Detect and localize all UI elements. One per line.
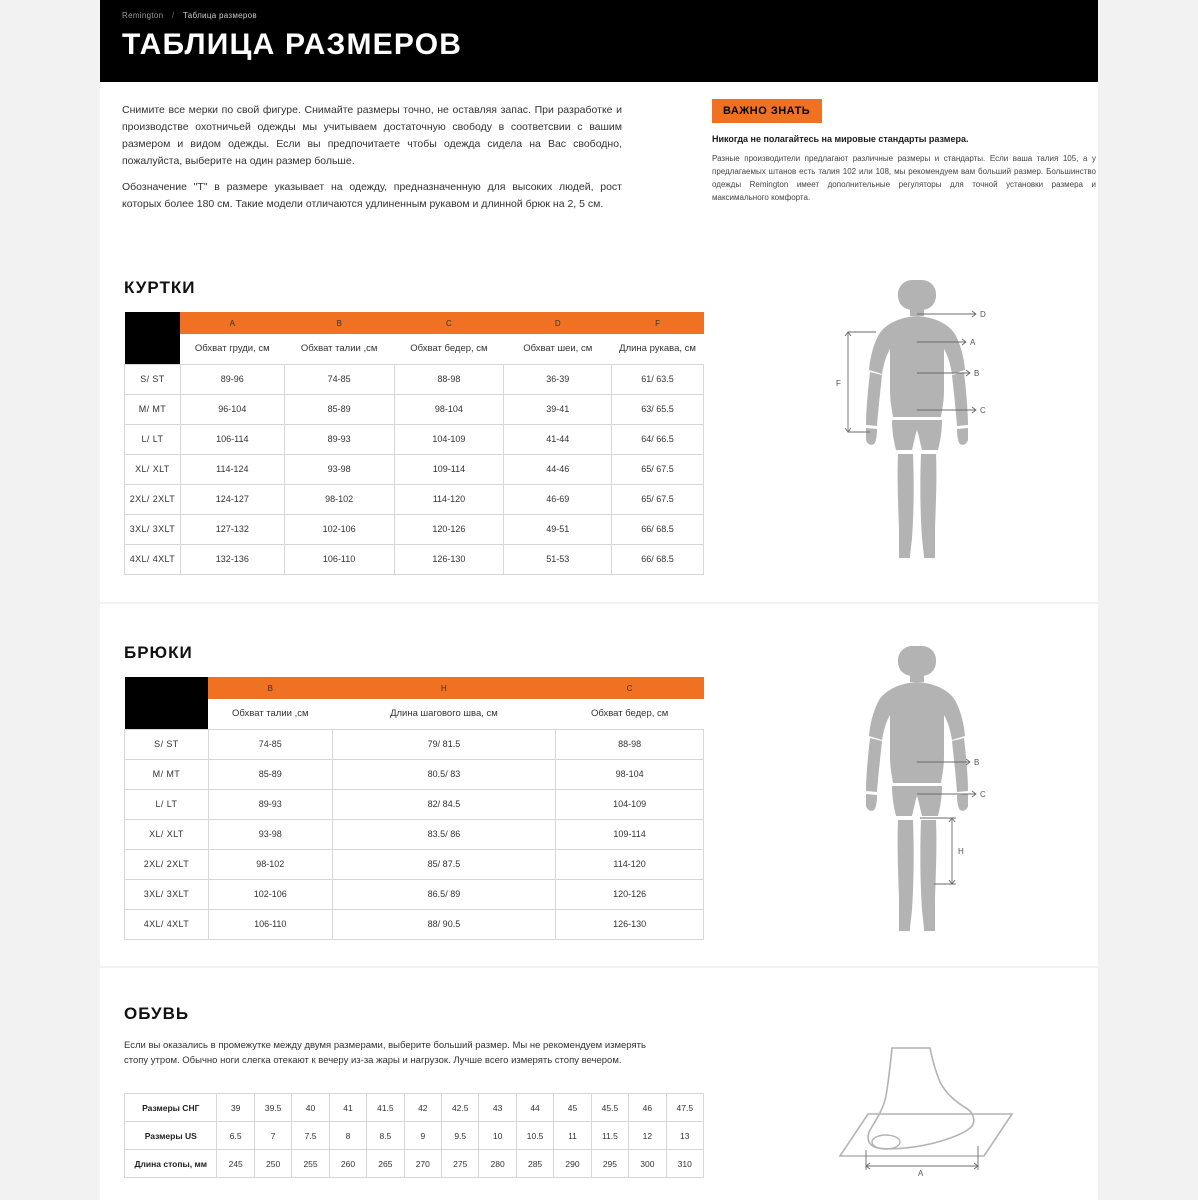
jackets-cell: 106-114: [180, 424, 284, 454]
pants-cell: 80.5/ 83: [332, 759, 556, 789]
shoes-cell: 260: [329, 1150, 366, 1178]
shoes-cell: 8: [329, 1122, 366, 1150]
jackets-label-chest: Обхват груди, см: [180, 334, 284, 364]
figure-label-b: B: [974, 369, 980, 378]
shoes-cell: 245: [217, 1150, 254, 1178]
jackets-size: 3XL/ 3XLT: [125, 514, 181, 544]
jackets-letter-f: F: [612, 312, 704, 334]
figure-label-a: A: [918, 1169, 924, 1178]
foot-silhouette: [840, 1048, 1012, 1156]
table-row: [125, 1122, 704, 1150]
pants-cell: 88/ 90.5: [332, 909, 556, 939]
breadcrumb: [122, 11, 257, 20]
measurement-lines: [866, 1146, 978, 1170]
pants-letter-row: [125, 677, 704, 699]
jackets-cell: 74-85: [284, 364, 394, 394]
intro-paragraph-2: Обозначение "T" в размере указывает на одежду, предназначенную для высоких людей, рост которых более 180 см. Такие модели отличаются удлиненным рукавом и длинной брюк на 2, 5 см.: [122, 181, 622, 210]
pants-cell: 104-109: [556, 789, 704, 819]
pants-size: 2XL/ 2XLT: [125, 849, 209, 879]
table-row: [125, 424, 704, 454]
jackets-label-neck: Обхват шеи, см: [504, 334, 612, 364]
jackets-letter-a: A: [180, 312, 284, 334]
shoes-cell: 10.5: [516, 1122, 553, 1150]
pants-cell: 106-110: [208, 909, 332, 939]
important-badge: ВАЖНО ЗНАТЬ: [712, 99, 822, 123]
jackets-cell: 114-124: [180, 454, 284, 484]
jackets-cell: 126-130: [394, 544, 504, 574]
breadcrumb-root[interactable]: Remington: [122, 11, 164, 20]
figure-label-c: C: [980, 406, 986, 415]
jackets-letter-d: D: [504, 312, 612, 334]
pants-cell: 89-93: [208, 789, 332, 819]
shoes-cell: 295: [591, 1150, 628, 1178]
shoes-cell: 11.5: [591, 1122, 628, 1150]
jackets-cell: 96-104: [180, 394, 284, 424]
jackets-letter-row: [125, 312, 704, 334]
pants-cell: 114-120: [556, 849, 704, 879]
table-row: [125, 454, 704, 484]
figure-label-b: B: [974, 758, 980, 767]
pants-cell: 88-98: [556, 729, 704, 759]
pants-title: БРЮКИ: [124, 643, 193, 662]
jackets-cell: 44-46: [504, 454, 612, 484]
jackets-cell: 64/ 66.5: [612, 424, 704, 454]
shoes-cell: 300: [629, 1150, 666, 1178]
table-row: [125, 729, 704, 759]
shoes-cell: 6.5: [217, 1122, 254, 1150]
jackets-cell: 65/ 67.5: [612, 454, 704, 484]
important-body: Разные производители предлагают различные размеры и стандарты. Если ваша талия 105, а у предлагаемых штанов есть талия 102 или 108, мы рекомендуем вам больший размер. Большинство одежды Remington имеет дополнительные регуляторы для точной установки размера и максимального комфорта.: [712, 154, 1096, 202]
pants-size: 3XL/ 3XLT: [125, 879, 209, 909]
shoes-cell: 265: [367, 1150, 404, 1178]
pants-label-hips: Обхват бедер, см: [556, 699, 704, 729]
shoes-cell: 9: [404, 1122, 441, 1150]
jackets-letter-c: C: [394, 312, 504, 334]
pants-cell: 86.5/ 89: [332, 879, 556, 909]
pants-cell: 85/ 87.5: [332, 849, 556, 879]
jackets-label-sleeve: Длина рукава, см: [612, 334, 704, 364]
jackets-cell: 61/ 63.5: [612, 364, 704, 394]
intro-paragraph-1: Снимите все мерки по свой фигуре. Снимайте размеры точно, не оставляя запас. При разработке и производстве охотничьей одежды мы учитываем достаточную свободу в соответсвии с вашим размером и видом одежды. Если вы предпочитаете чтобы одежда сидела на Вас свободно, пожалуйста, выберите на один размер больше.: [122, 104, 622, 167]
pants-cell: 85-89: [208, 759, 332, 789]
jackets-size: XL/ XLT: [125, 454, 181, 484]
jackets-cell: 49-51: [504, 514, 612, 544]
jackets-cell: 98-104: [394, 394, 504, 424]
shoes-cell: 11: [554, 1122, 591, 1150]
table-row: [125, 364, 704, 394]
pants-table: [124, 677, 704, 940]
important-subtitle: Никогда не полагайтесь на мировые стандарты размера.: [712, 134, 969, 144]
figure-label-d: D: [980, 310, 986, 319]
jackets-cell: 65/ 67.5: [612, 484, 704, 514]
pants-label-inseam: Длина шагового шва, см: [332, 699, 556, 729]
table-row: [125, 394, 704, 424]
pants-measurement-figure: [800, 636, 1050, 946]
shoes-cell: 39.5: [254, 1094, 291, 1122]
figure-label-f: F: [836, 379, 841, 388]
jackets-cell: 106-110: [284, 544, 394, 574]
shoes-row-label: Длина стопы, мм: [125, 1150, 217, 1178]
table-row: [125, 759, 704, 789]
jackets-letter-b: B: [284, 312, 394, 334]
pants-cell: 98-102: [208, 849, 332, 879]
jackets-cell: 36-39: [504, 364, 612, 394]
pants-size: M/ MT: [125, 759, 209, 789]
shoes-table: [124, 1093, 704, 1178]
shoes-note: Если вы оказались в промежутке между двумя размерами, выберите больший размер. Мы не рекомендуем измерять стопу утром. Обычно ноги слегка отекают к вечеру из-за жары и нагрузок. Лучше всего измерять стопу вечером.: [124, 1040, 646, 1066]
pants-cell: 126-130: [556, 909, 704, 939]
pants-size: 4XL/ 4XLT: [125, 909, 209, 939]
shoes-cell: 275: [442, 1150, 479, 1178]
jackets-label-hips: Обхват бедер, см: [394, 334, 504, 364]
table-row: [125, 484, 704, 514]
jackets-cell: 88-98: [394, 364, 504, 394]
jackets-size: M/ MT: [125, 394, 181, 424]
pants-letter-c: C: [556, 677, 704, 699]
shoes-row-label: Размеры СНГ: [125, 1094, 217, 1122]
shoes-cell: 8.5: [367, 1122, 404, 1150]
table-row: [125, 789, 704, 819]
intro-text: [122, 102, 622, 213]
table-row: [125, 879, 704, 909]
jackets-title: КУРТКИ: [124, 278, 196, 297]
jackets-cell: 104-109: [394, 424, 504, 454]
pants-size: S/ ST: [125, 729, 209, 759]
jackets-cell: 89-96: [180, 364, 284, 394]
jackets-size: S/ ST: [125, 364, 181, 394]
shoes-cell: 290: [554, 1150, 591, 1178]
pants-size: XL/ XLT: [125, 819, 209, 849]
shoes-cell: 42.5: [442, 1094, 479, 1122]
pants-cell: 79/ 81.5: [332, 729, 556, 759]
figure-letter-labels: [918, 1169, 924, 1178]
shoes-cell: 7: [254, 1122, 291, 1150]
pants-label-waist: Обхват талии ,см: [208, 699, 332, 729]
jackets-letter-corner: [125, 312, 181, 334]
pants-cell: 93-98: [208, 819, 332, 849]
shoes-cell: 42: [404, 1094, 441, 1122]
shoes-cell: 45.5: [591, 1094, 628, 1122]
foot-measurement-figure: [800, 1038, 1050, 1178]
table-row: [125, 1150, 704, 1178]
shoes-cell: 10: [479, 1122, 516, 1150]
jackets-cell: 132-136: [180, 544, 284, 574]
pants-cell: 120-126: [556, 879, 704, 909]
pants-cell: 109-114: [556, 819, 704, 849]
intro-section: [100, 82, 1098, 240]
breadcrumb-current: Таблица размеров: [182, 11, 257, 20]
male-body-silhouette: [866, 646, 968, 931]
jacket-measurement-figure: [800, 270, 1050, 570]
jackets-label-waist: Обхват талии ,см: [284, 334, 394, 364]
shoes-cell: 47.5: [666, 1094, 703, 1122]
shoes-cell: 280: [479, 1150, 516, 1178]
breadcrumb-separator: /: [171, 11, 175, 20]
shoes-cell: 41: [329, 1094, 366, 1122]
jackets-size: 4XL/ 4XLT: [125, 544, 181, 574]
table-row: [125, 819, 704, 849]
jackets-cell: 124-127: [180, 484, 284, 514]
pants-label-row: [125, 699, 704, 729]
table-row: [125, 1094, 704, 1122]
jackets-size: 2XL/ 2XLT: [125, 484, 181, 514]
pants-size: L/ LT: [125, 789, 209, 819]
pants-letter-corner: [125, 677, 209, 699]
jackets-cell: 127-132: [180, 514, 284, 544]
shoes-cell: 285: [516, 1150, 553, 1178]
shoes-cell: 310: [666, 1150, 703, 1178]
table-row: [125, 849, 704, 879]
shoes-cell: 7.5: [292, 1122, 329, 1150]
pants-cell: 83.5/ 86: [332, 819, 556, 849]
figure-label-a: A: [970, 338, 976, 347]
table-row: [125, 544, 704, 574]
jackets-cell: 66/ 68.5: [612, 544, 704, 574]
jackets-cell: 93-98: [284, 454, 394, 484]
pants-cell: 98-104: [556, 759, 704, 789]
shoes-cell: 9.5: [442, 1122, 479, 1150]
jackets-table: [124, 312, 704, 575]
table-row: [125, 909, 704, 939]
shoes-cell: 250: [254, 1150, 291, 1178]
jackets-cell: 120-126: [394, 514, 504, 544]
shoes-cell: 40: [292, 1094, 329, 1122]
jackets-cell: 109-114: [394, 454, 504, 484]
shoes-row-label: Размеры US: [125, 1122, 217, 1150]
shoes-cell: 39: [217, 1094, 254, 1122]
pants-cell: 74-85: [208, 729, 332, 759]
page-title: ТАБЛИЦА РАЗМЕРОВ: [122, 28, 463, 61]
shoes-title: ОБУВЬ: [124, 1004, 190, 1023]
jackets-cell: 46-69: [504, 484, 612, 514]
shoes-cell: 46: [629, 1094, 666, 1122]
jackets-cell: 114-120: [394, 484, 504, 514]
pants-label-corner: [125, 699, 209, 729]
jackets-cell: 98-102: [284, 484, 394, 514]
shoes-cell: 255: [292, 1150, 329, 1178]
shoes-cell: 44: [516, 1094, 553, 1122]
shoes-cell: 45: [554, 1094, 591, 1122]
jackets-cell: 85-89: [284, 394, 394, 424]
pants-cell: 82/ 84.5: [332, 789, 556, 819]
jackets-size: L/ LT: [125, 424, 181, 454]
jackets-cell: 51-53: [504, 544, 612, 574]
shoes-cell: 13: [666, 1122, 703, 1150]
jackets-cell: 66/ 68.5: [612, 514, 704, 544]
shoes-cell: 12: [629, 1122, 666, 1150]
jackets-cell: 63/ 65.5: [612, 394, 704, 424]
jackets-cell: 102-106: [284, 514, 394, 544]
jackets-label-corner: [125, 334, 181, 364]
table-row: [125, 514, 704, 544]
shoes-cell: 270: [404, 1150, 441, 1178]
jackets-cell: 89-93: [284, 424, 394, 454]
shoes-cell: 41.5: [367, 1094, 404, 1122]
page-header: [100, 0, 1098, 82]
shoes-cell: 43: [479, 1094, 516, 1122]
jackets-cell: 39-41: [504, 394, 612, 424]
pants-cell: 102-106: [208, 879, 332, 909]
figure-label-h: H: [958, 847, 964, 856]
pants-letter-h: H: [332, 677, 556, 699]
jackets-cell: 41-44: [504, 424, 612, 454]
jackets-label-row: [125, 334, 704, 364]
male-body-silhouette: [866, 280, 968, 558]
pants-letter-b: B: [208, 677, 332, 699]
figure-label-c: C: [980, 790, 986, 799]
